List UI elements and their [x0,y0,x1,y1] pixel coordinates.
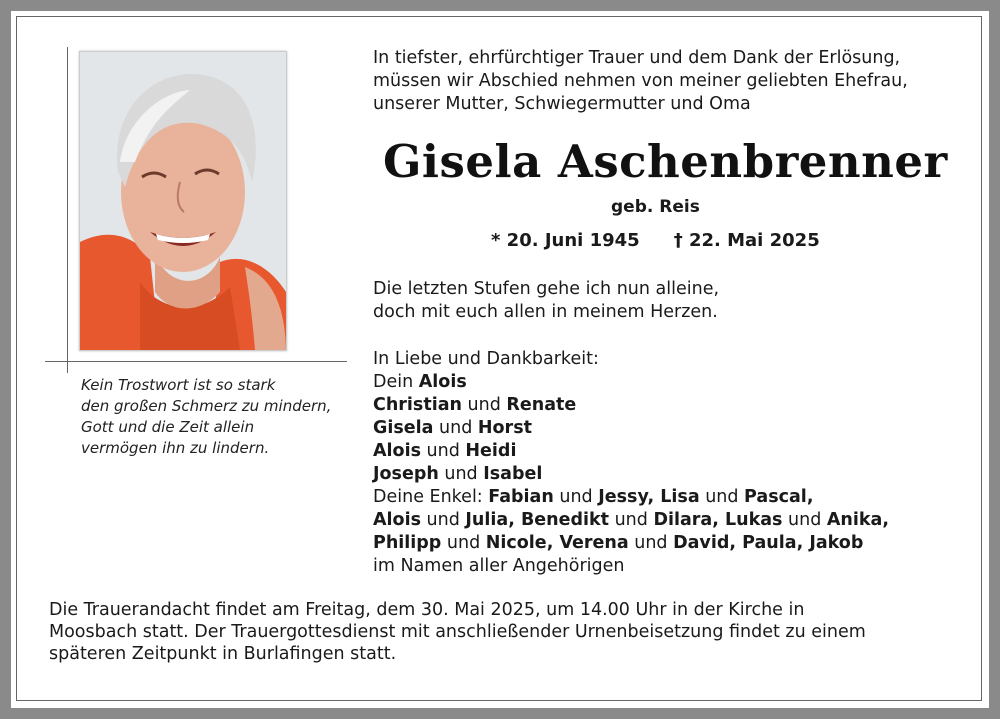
verse-line: Gott und die Zeit allein [81,418,255,436]
service-notice [49,599,949,665]
life-dates [491,230,854,251]
family-line: Christian und Renate [373,395,577,415]
consolation-verse [81,375,331,459]
grandchildren-line: Philipp und Nicole, Verena und David, Paula, Jakob [373,533,864,553]
family-line: Joseph und Isabel [373,464,543,484]
intro-text [373,47,908,116]
family-heading: In Liebe und Dankbarkeit: [373,349,599,369]
grandchildren-line: Deine Enkel: Fabian und Jessy, Lisa und Pascal, [373,487,814,507]
intro-line: unserer Mutter, Schwiegermutter und Oma [373,94,751,114]
notice-line: Moosbach statt. Der Trauergottesdienst mit anschließender Urnenbeisetzung findet zu einem [49,622,866,642]
family-line: Dein Alois [373,372,467,392]
birth-date: * 20. Juni 1945 [491,230,640,251]
family-line: Gisela und Horst [373,418,532,438]
verse-line: vermögen ihn zu lindern. [81,439,270,457]
notice-line: späteren Zeitpunkt in Burlafingen statt. [49,644,397,664]
verse-line: Kein Trostwort ist so stark [81,376,276,394]
family-closing: im Namen aller Angehörigen [373,556,625,576]
intro-line: In tiefster, ehrfürchtiger Trauer und dem Dank der Erlösung, [373,48,901,68]
obituary-card [11,11,989,708]
intro-line: müssen wir Abschied nehmen von meiner geliebten Ehefrau, [373,71,908,91]
deceased-name: Gisela Aschenbrenner [383,135,948,188]
family-list [373,348,889,578]
birth-name: geb. Reis [611,197,700,217]
portrait-photo [79,51,287,351]
verse-line: den großen Schmerz zu mindern, [81,397,332,415]
horizontal-rule [45,361,347,362]
notice-line: Die Trauerandacht findet am Freitag, dem 30. Mai 2025, um 14.00 Uhr in der Kirche in [49,600,805,620]
portrait-illustration [80,52,286,350]
family-line: Alois und Heidi [373,441,517,461]
poem-line: doch mit euch allen in meinem Herzen. [373,302,718,322]
death-date: † 22. Mai 2025 [673,230,820,251]
vertical-rule [67,47,68,373]
grandchildren-line: Alois und Julia, Benedikt und Dilara, Lukas und Anika, [373,510,889,530]
poem-line: Die letzten Stufen gehe ich nun alleine, [373,279,720,299]
poem [373,278,719,324]
